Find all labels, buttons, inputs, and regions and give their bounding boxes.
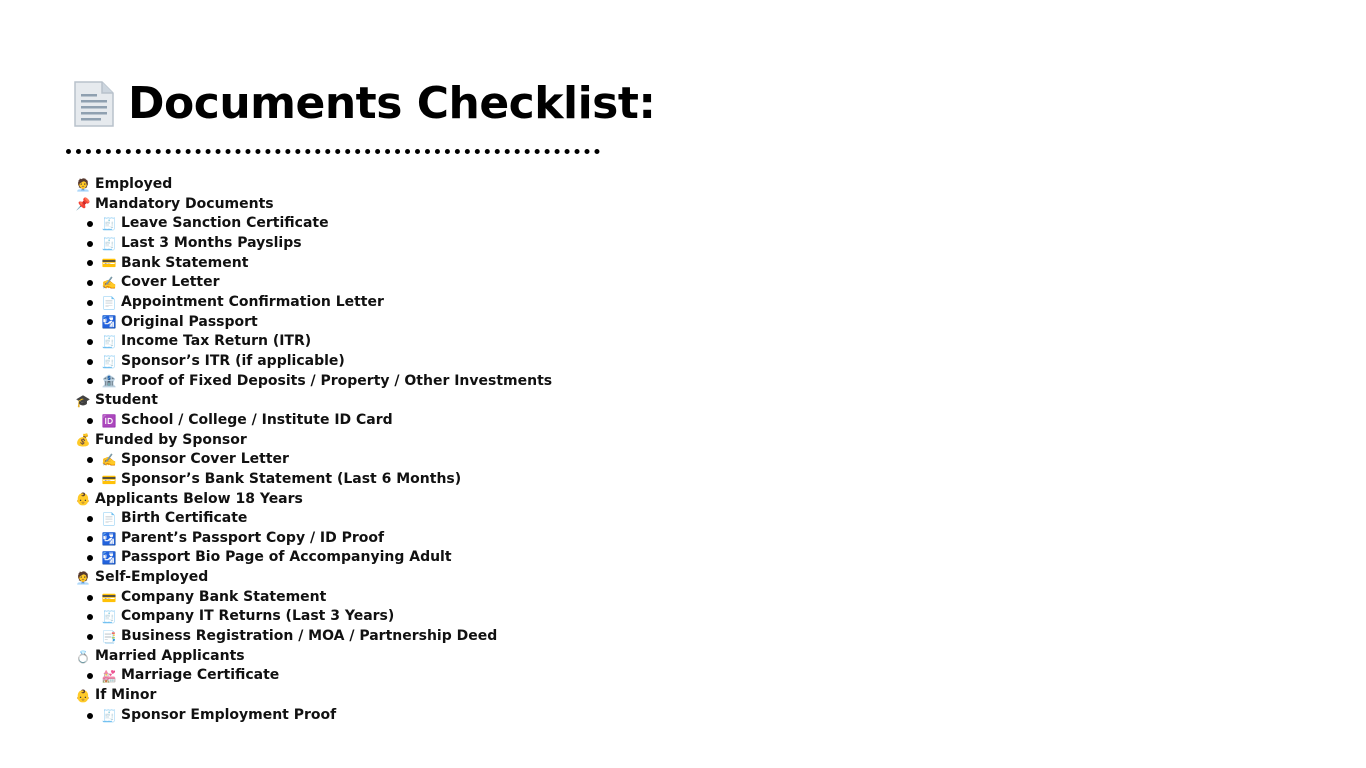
dotted-divider	[66, 149, 600, 154]
bullet-icon	[87, 673, 93, 679]
money-bag-icon: 💰	[75, 433, 91, 448]
item-label: Sponsor’s ITR (if applicable)	[121, 352, 345, 369]
bullet-icon	[87, 339, 93, 345]
item-label: Bank Statement	[121, 254, 249, 271]
item-label: Sponsor’s Bank Statement (Last 6 Months)	[121, 470, 462, 487]
checklist-section-heading	[75, 647, 695, 667]
checklist-item	[75, 254, 695, 274]
office-worker-icon: 🧑‍💼	[75, 570, 91, 585]
checklist-section-heading	[75, 391, 695, 411]
page-icon: 📄	[101, 295, 117, 310]
receipt-icon: 🧾	[101, 708, 117, 723]
checklist-item	[75, 470, 695, 490]
checklist-section-heading	[75, 490, 695, 510]
checklist-item	[75, 332, 695, 352]
checklist-item	[75, 529, 695, 549]
item-label: Parent’s Passport Copy / ID Proof	[121, 529, 385, 546]
bullet-icon	[87, 457, 93, 463]
bullet-icon	[87, 634, 93, 640]
section-heading-label: Mandatory Documents	[95, 195, 274, 212]
pushpin-icon: 📌	[75, 197, 91, 212]
baby-icon: 👶	[75, 688, 91, 703]
receipt-icon: 🧾	[101, 335, 117, 350]
documents-checklist	[75, 175, 695, 725]
wedding-icon: 💒	[101, 669, 117, 684]
bullet-icon	[87, 614, 93, 620]
item-label: Leave Sanction Certificate	[121, 215, 329, 232]
bullet-icon	[87, 241, 93, 247]
checklist-item	[75, 450, 695, 470]
bullet-icon	[87, 595, 93, 601]
checklist-item	[75, 313, 695, 333]
section-heading-label: If Minor	[95, 687, 157, 704]
checklist-item	[75, 352, 695, 372]
bullet-icon	[87, 221, 93, 227]
section-heading-label: Employed	[95, 176, 173, 192]
item-label: Cover Letter	[121, 274, 220, 291]
checklist-item	[75, 411, 695, 431]
id-badge-icon: 🆔	[101, 413, 117, 428]
item-label: Company Bank Statement	[121, 588, 327, 605]
credit-card-icon: 💳	[101, 256, 117, 271]
checklist-item	[75, 627, 695, 647]
credit-card-icon: 💳	[101, 590, 117, 605]
checklist-item	[75, 273, 695, 293]
page-header	[72, 78, 656, 130]
item-label: Birth Certificate	[121, 510, 248, 527]
checklist-section-heading	[75, 195, 695, 215]
checklist-section-heading	[75, 175, 695, 195]
bullet-icon	[87, 477, 93, 483]
bookmark-tabs-icon: 📑	[101, 629, 117, 644]
bullet-icon	[87, 713, 93, 719]
office-worker-icon: 🧑‍💼	[75, 177, 91, 192]
bullet-icon	[87, 319, 93, 325]
bullet-icon	[87, 516, 93, 522]
item-label: Passport Bio Page of Accompanying Adult	[121, 549, 452, 566]
bullet-icon	[87, 378, 93, 384]
item-label: Sponsor Employment Proof	[121, 706, 337, 723]
item-label: Proof of Fixed Deposits / Property / Other Investments	[121, 372, 553, 389]
receipt-icon: 🧾	[101, 354, 117, 369]
receipt-icon: 🧾	[101, 610, 117, 625]
checklist-item	[75, 607, 695, 627]
ring-icon: 💍	[75, 649, 91, 664]
bullet-icon	[87, 260, 93, 266]
bullet-icon	[87, 555, 93, 561]
bullet-icon	[87, 300, 93, 306]
checklist-section-heading	[75, 686, 695, 706]
checklist-item	[75, 293, 695, 313]
bullet-icon	[87, 359, 93, 365]
item-label: Company IT Returns (Last 3 Years)	[121, 608, 395, 625]
bullet-icon	[87, 280, 93, 286]
checklist-item	[75, 666, 695, 686]
credit-card-icon: 💳	[101, 472, 117, 487]
page-title: Documents Checklist:	[128, 78, 656, 129]
item-label: Original Passport	[121, 313, 258, 330]
checklist-item	[75, 214, 695, 234]
checklist-item	[75, 706, 695, 726]
writing-hand-icon: ✍️	[101, 453, 117, 468]
receipt-icon: 🧾	[101, 236, 117, 251]
checklist-item	[75, 509, 695, 529]
checklist-item	[75, 372, 695, 392]
section-heading-label: Applicants Below 18 Years	[95, 490, 303, 507]
checklist-section-heading	[75, 568, 695, 588]
receipt-icon: 🧾	[101, 217, 117, 232]
passport-control-icon: 🛂	[101, 551, 117, 566]
item-label: School / College / Institute ID Card	[121, 411, 393, 428]
bullet-icon	[87, 418, 93, 424]
section-heading-label: Funded by Sponsor	[95, 431, 247, 448]
graduation-cap-icon: 🎓	[75, 394, 91, 409]
section-heading-label: Student	[95, 392, 158, 409]
item-label: Sponsor Cover Letter	[121, 451, 289, 468]
item-label: Marriage Certificate	[121, 667, 280, 684]
writing-hand-icon: ✍️	[101, 276, 117, 291]
passport-control-icon: 🛂	[101, 531, 117, 546]
bullet-icon	[87, 536, 93, 542]
passport-control-icon: 🛂	[101, 315, 117, 330]
checklist-item	[75, 548, 695, 568]
checklist-section-heading	[75, 431, 695, 451]
page-icon: 📄	[101, 511, 117, 526]
checklist-item	[75, 234, 695, 254]
baby-icon: 👶	[75, 492, 91, 507]
section-heading-label: Married Applicants	[95, 647, 245, 664]
checklist-item	[75, 588, 695, 608]
item-label: Business Registration / MOA / Partnership Deed	[121, 628, 498, 645]
item-label: Income Tax Return (ITR)	[121, 333, 312, 350]
item-label: Last 3 Months Payslips	[121, 234, 302, 251]
page-facing-up-icon	[72, 80, 116, 128]
section-heading-label: Self-Employed	[95, 569, 209, 586]
item-label: Appointment Confirmation Letter	[121, 293, 384, 310]
bank-icon: 🏦	[101, 374, 117, 389]
